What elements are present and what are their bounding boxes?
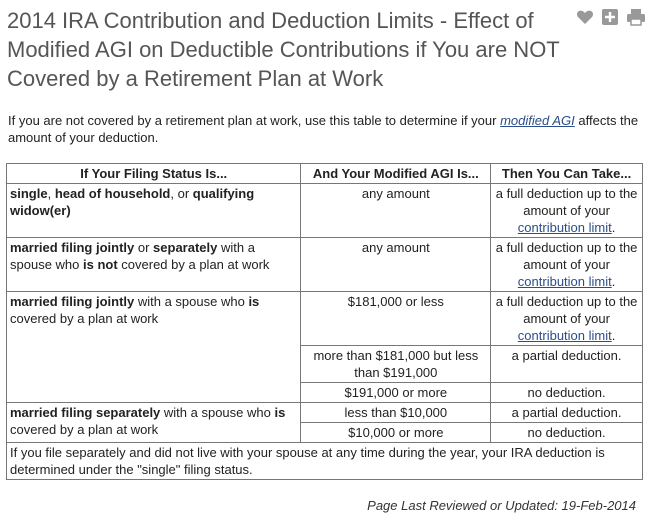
deduction-cell: a full deduction up to the amount of your contribution limit. — [491, 292, 643, 346]
deduction-cell: a full deduction up to the amount of your contribution limit. — [491, 238, 643, 292]
agi-cell: less than $10,000 — [301, 403, 491, 423]
agi-cell: any amount — [301, 184, 491, 238]
deduction-table — [6, 163, 643, 480]
add-icon[interactable] — [601, 8, 619, 26]
column-header: And Your Modified AGI Is... — [301, 164, 491, 184]
print-icon[interactable] — [626, 8, 644, 26]
table-note-row — [7, 443, 643, 480]
last-reviewed-date: Page Last Reviewed or Updated: 19-Feb-2014 — [367, 498, 636, 513]
table-row — [7, 292, 643, 346]
filing-status-cell: single, head of household, or qualifying widow(er) — [7, 184, 301, 238]
filing-status-cell: married filing separately with a spouse who is covered by a plan at work — [7, 403, 301, 443]
page-actions — [576, 8, 644, 26]
column-header: If Your Filing Status Is... — [7, 164, 301, 184]
table-row — [7, 184, 643, 238]
agi-cell: $181,000 or less — [301, 292, 491, 346]
deduction-cell: no deduction. — [491, 383, 643, 403]
table-header-row — [7, 164, 643, 184]
agi-cell: $10,000 or more — [301, 423, 491, 443]
deduction-cell: no deduction. — [491, 423, 643, 443]
column-header: Then You Can Take... — [491, 164, 643, 184]
filing-status-cell: married filing jointly with a spouse who is covered by a plan at work — [7, 292, 301, 403]
heart-icon[interactable] — [576, 8, 594, 26]
contribution-limit-link[interactable]: contribution limit — [517, 328, 612, 343]
deduction-cell: a partial deduction. — [491, 346, 643, 383]
table-note: If you file separately and did not live with your spouse at any time during the year, your IRA deduction is determined under the "single" filing status. — [7, 443, 643, 480]
deduction-cell: a partial deduction. — [491, 403, 643, 423]
page-title: 2014 IRA Contribution and Deduction Limits - Effect of Modified AGI on Deductible Contributions if You are NOT Covered by a Retirement Plan at Work — [7, 8, 560, 91]
contribution-limit-link[interactable]: contribution limit — [517, 220, 612, 235]
deduction-cell: a full deduction up to the amount of your contribution limit. — [491, 184, 643, 238]
table-row — [7, 238, 643, 292]
intro-text: If you are not covered by a retirement plan at work, use this table to determine if your modified AGI affects the amount of your deduction. — [8, 113, 639, 145]
agi-cell: any amount — [301, 238, 491, 292]
filing-status-cell: married filing jointly or separately with a spouse who is not covered by a plan at work — [7, 238, 301, 292]
modified-agi-link[interactable]: modified AGI — [500, 113, 575, 128]
table-row — [7, 403, 643, 423]
contribution-limit-link[interactable]: contribution limit — [517, 274, 612, 289]
agi-cell: more than $181,000 but less than $191,000 — [301, 346, 491, 383]
agi-cell: $191,000 or more — [301, 383, 491, 403]
